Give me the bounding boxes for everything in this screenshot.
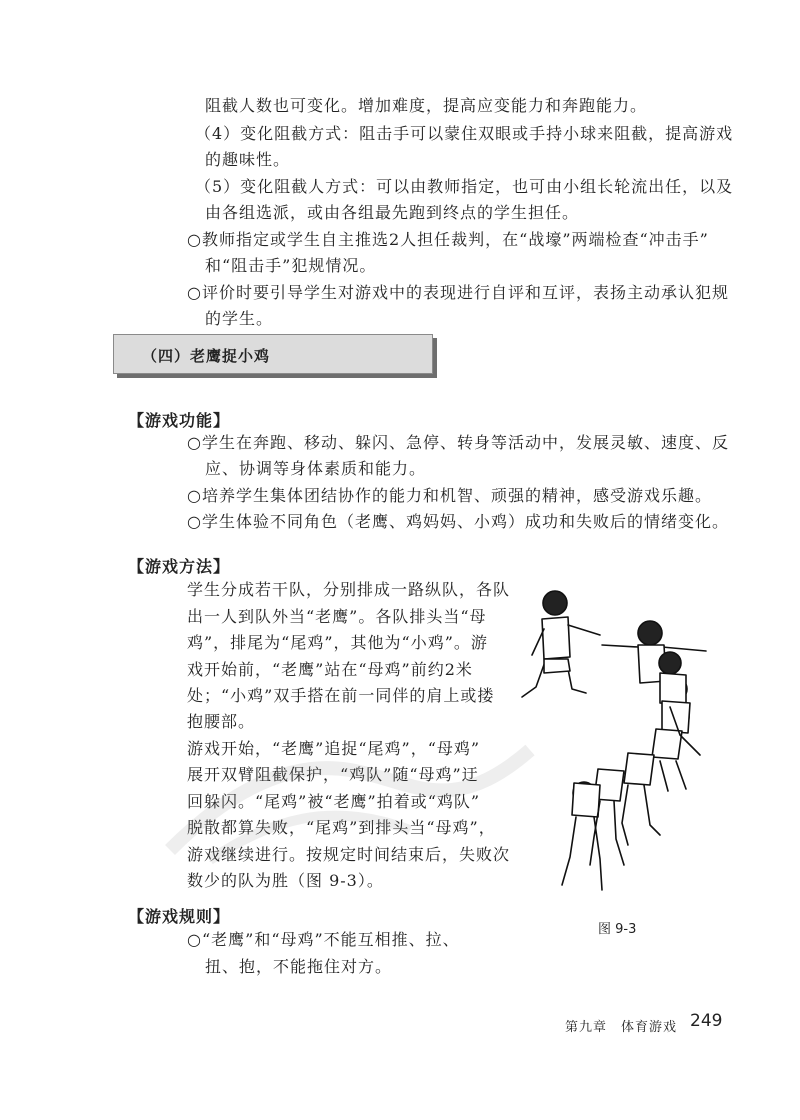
eagle-catch-chicks-illustration (510, 585, 725, 905)
text-line: 鸡”，排尾为“尾鸡”，其他为“小鸡”。游 (187, 633, 488, 652)
text-line: 游戏开始，“老鹰”追捉“尾鸡”，“母鸡” (187, 739, 481, 758)
section-title: （四）老鹰捉小鸡 (142, 347, 271, 365)
text-line: 和“阻击手”犯规情况。 (205, 256, 377, 275)
chapter-title: 第九章 体育游戏 (565, 1020, 678, 1035)
text-line: 由各组选派，或由各组最先跑到终点的学生担任。 (205, 203, 580, 222)
rules-label: 【游戏规则】 (128, 907, 231, 926)
text-line: 应、协调等身体素质和能力。 (205, 459, 427, 478)
text-line: 戏开始前，“老鹰”站在“母鸡”前约2米 (187, 660, 473, 679)
text-line: 展开双臂阻截保护，“鸡队”随“母鸡”迂 (187, 765, 479, 784)
figure-caption: 图 9-3 (598, 922, 637, 937)
text-line: ○培养学生集体团结协作的能力和机智、顽强的精神，感受游戏乐趣。 (187, 486, 712, 505)
function-label: 【游戏功能】 (128, 411, 231, 430)
text-line: 的趣味性。 (205, 150, 291, 169)
text-line: ○评价时要引导学生对游戏中的表现进行自评和互评，表扬主动承认犯规 (187, 283, 729, 302)
page-number: 249 (690, 1011, 723, 1031)
text-line: ○学生在奔跑、移动、躲闪、急停、转身等活动中，发展灵敏、速度、反 (187, 433, 729, 452)
text-line: 游戏继续进行。按规定时间结束后，失败次 (187, 845, 511, 864)
text-line: 的学生。 (205, 309, 274, 328)
text-line: 数少的队为胜（图 9-3）。 (187, 871, 384, 890)
text-line: 抱腰部。 (187, 712, 256, 731)
text-line: （5）变化阻截人方式：可以由教师指定，也可由小组长轮流出任，以及 (195, 177, 734, 196)
method-label: 【游戏方法】 (128, 557, 231, 576)
text-line: 学生分成若干队，分别排成一路纵队，各队 (187, 580, 511, 599)
text-line: （4）变化阻截方式：阻击手可以蒙住双眼或手持小球来阻截，提高游戏 (195, 124, 734, 143)
text-line: 扭、抱，不能拖住对方。 (205, 957, 393, 976)
text-line: 处；“小鸡”双手搭在前一同伴的肩上或搂 (187, 686, 495, 705)
text-line: ○教师指定或学生自主推选2人担任裁判，在“战壕”两端检查“冲击手” (187, 230, 709, 249)
watermark-illustration (150, 730, 550, 870)
text-line: 出一人到队外当“老鹰”。各队排头当“母 (187, 607, 487, 626)
text-line: ○学生体验不同角色（老鹰、鸡妈妈、小鸡）成功和失败后的情绪变化。 (187, 512, 729, 531)
text-line: 阻截人数也可变化。增加难度，提高应变能力和奔跑能力。 (205, 96, 648, 115)
text-line: ○“老鹰”和“母鸡”不能互相推、拉、 (187, 930, 460, 949)
text-line: 脱散都算失败，“尾鸡”到排头当“母鸡”， (187, 818, 496, 837)
text-line: 回躲闪。“尾鸡”被“老鹰”拍着或“鸡队” (187, 792, 481, 811)
